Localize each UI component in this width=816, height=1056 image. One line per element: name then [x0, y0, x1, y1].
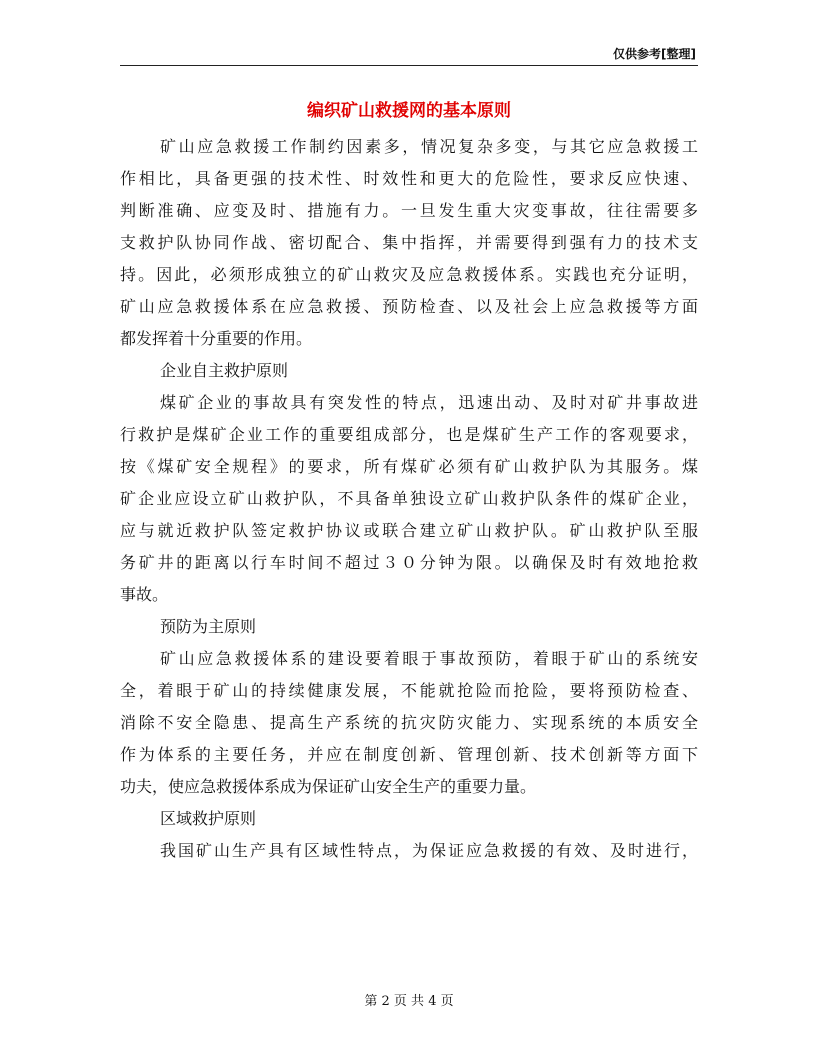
text-line: 全，着眼于矿山的持续健康发展，不能就抢险而抢险，要将预防检查、 — [120, 681, 698, 700]
document-title: 编织矿山救援网的基本原则 — [307, 101, 511, 121]
text-line: 矿山应急救援体系在应急救援、预防检查、以及社会上应急救援等方面 — [120, 297, 698, 316]
section-heading-regional-rescue: 区域救护原则 — [160, 809, 257, 828]
text-line: 作相比，具备更强的技术性、时效性和更大的危险性，要求反应快速、 — [120, 169, 698, 188]
text-line: 持。因此，必须形成独立的矿山救灾及应急救援体系。实践也充分证明， — [120, 265, 698, 284]
text-line: 我国矿山生产具有区域性特点，为保证应急救援的有效、及时进行， — [160, 841, 698, 860]
text-line: 应与就近救护队签定救护协议或联合建立矿山救护队。矿山救护队至服 — [120, 521, 698, 540]
text-line: 都发挥着十分重要的作用。 — [120, 329, 313, 348]
text-line: 支救护队协同作战、密切配合、集中指挥，并需要得到强有力的技术支 — [120, 233, 698, 252]
header-label: 仅供参考[整理] — [613, 47, 696, 61]
text-line: 矿山应急救援体系的建设要着眼于事故预防，着眼于矿山的系统安 — [160, 649, 698, 668]
text-line: 判断准确、应变及时、措施有力。一旦发生重大灾变事故，往往需要多 — [120, 201, 698, 220]
section-heading-enterprise-rescue: 企业自主救护原则 — [160, 361, 289, 380]
paragraph-intro — [120, 131, 698, 355]
text-line: 按《煤矿安全规程》的要求，所有煤矿必须有矿山救护队为其服务。煤 — [120, 457, 698, 476]
text-line: 矿企业应设立矿山救护队，不具备单独设立矿山救护队条件的煤矿企业， — [120, 489, 698, 508]
paragraph-regional-rescue — [120, 835, 698, 867]
text-line: 消除不安全隐患、提高生产系统的抗灾防灾能力、实现系统的本质安全 — [120, 713, 698, 732]
header-rule — [120, 65, 698, 66]
paragraph-enterprise-rescue — [120, 387, 698, 611]
text-line: 矿山应急救援工作制约因素多，情况复杂多变，与其它应急救援工 — [160, 137, 698, 156]
text-line: 作为体系的主要任务，并应在制度创新、管理创新、技术创新等方面下 — [120, 745, 698, 764]
document-body — [120, 131, 698, 867]
text-line: 行救护是煤矿企业工作的重要组成部分，也是煤矿生产工作的客观要求， — [120, 425, 698, 444]
text-line: 煤矿企业的事故具有突发性的特点，迅速出动、及时对矿井事故进 — [160, 393, 698, 412]
page-number: 第 2 页 共 4 页 — [364, 994, 454, 1009]
paragraph-prevention — [120, 643, 698, 803]
text-line: 务矿井的距离以行车时间不超过３０分钟为限。以确保及时有效地抢救 — [120, 553, 698, 572]
section-heading-prevention: 预防为主原则 — [160, 617, 257, 636]
text-line: 功夫，使应急救援体系成为保证矿山安全生产的重要力量。 — [120, 777, 537, 796]
text-line: 事故。 — [120, 585, 169, 604]
